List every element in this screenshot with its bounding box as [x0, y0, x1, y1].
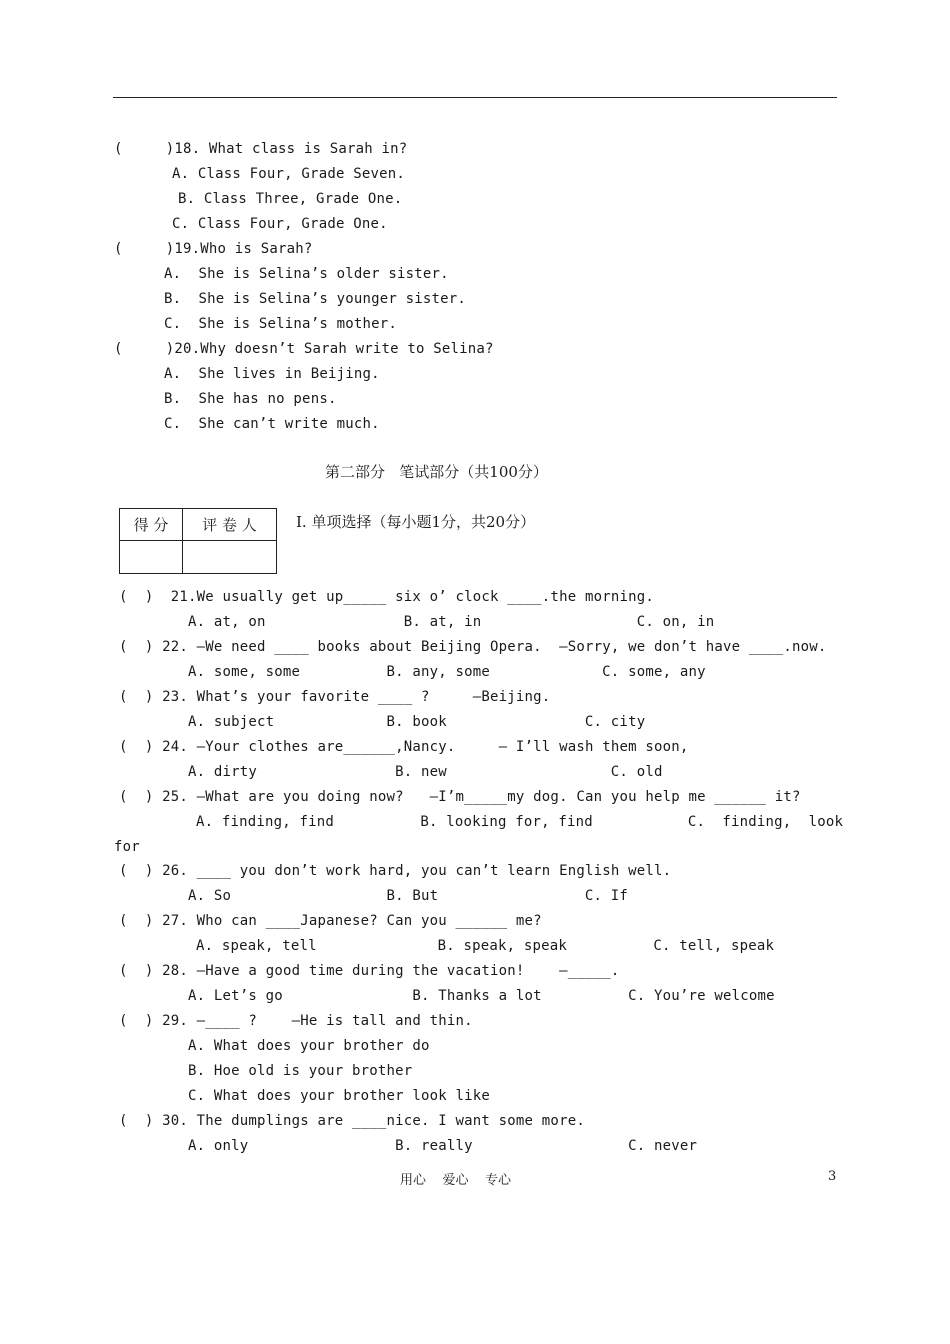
score-cell[interactable] — [120, 541, 183, 574]
question-23: ( ) 23. What’s your favorite ____ ? —Beijing. — [119, 689, 551, 705]
question-21: ( ) 21.We usually get up_____ six o’ clock ____.the morning. — [119, 589, 654, 605]
section-one-title: Ⅰ. 单项选择（每小题1分，共20分） — [296, 513, 536, 531]
question-28: ( ) 28. —Have a good time during the vacation! —_____. — [119, 963, 620, 979]
options-21: A. at, on B. at, in C. on, in — [188, 614, 715, 630]
question-22: ( ) 22. —We need ____ books about Beijing Opera. —Sorry, we don’t have ____.now. — [119, 639, 827, 655]
grader-header: 评 卷 人 — [183, 509, 277, 541]
question-26: ( ) 26. ____ you don’t work hard, you can’t learn English well. — [119, 863, 672, 879]
options-22: A. some, some B. any, some C. some, any — [188, 664, 706, 680]
part-two-title: 第二部分 笔试部分（共100分） — [325, 463, 548, 481]
question-30: ( ) 30. The dumplings are ____nice. I want some more. — [119, 1113, 585, 1129]
question-18: ( )18. What class is Sarah in? — [114, 141, 408, 157]
grader-cell[interactable] — [183, 541, 277, 574]
options-25-continued: for — [114, 839, 140, 855]
option-20c: C. She can’t write much. — [164, 416, 380, 432]
page-number: 3 — [828, 1169, 837, 1184]
option-19b: B. She is Selina’s younger sister. — [164, 291, 467, 307]
question-19: ( )19.Who is Sarah? — [114, 241, 313, 257]
options-25: A. finding, find B. looking for, find C. finding, look — [196, 814, 844, 830]
question-25: ( ) 25. —What are you doing now? —I’m_____my dog. Can you help me ______ it? — [119, 789, 801, 805]
score-header: 得 分 — [120, 509, 183, 541]
option-19c: C. She is Selina’s mother. — [164, 316, 397, 332]
options-26: A. So B. But C. If — [188, 888, 629, 904]
option-29a: A. What does your brother do — [188, 1038, 430, 1054]
question-24: ( ) 24. —Your clothes are______,Nancy. — I’ll wash them soon, — [119, 739, 689, 755]
option-29b: B. Hoe old is your brother — [188, 1063, 413, 1079]
option-19a: A. She is Selina’s older sister. — [164, 266, 449, 282]
header-rule — [113, 97, 837, 98]
footer-motto: 用心 爱心 专心 — [400, 1173, 512, 1188]
options-23: A. subject B. book C. city — [188, 714, 646, 730]
question-27: ( ) 27. Who can ____Japanese? Can you ______ me? — [119, 913, 542, 929]
question-20: ( )20.Why doesn’t Sarah write to Selina? — [114, 341, 494, 357]
option-18b: B. Class Three, Grade One. — [178, 191, 403, 207]
score-table — [119, 508, 277, 574]
options-28: A. Let’s go B. Thanks a lot C. You’re welcome — [188, 988, 775, 1004]
option-20a: A. She lives in Beijing. — [164, 366, 380, 382]
options-24: A. dirty B. new C. old — [188, 764, 663, 780]
option-18a: A. Class Four, Grade Seven. — [172, 166, 405, 182]
option-29c: C. What does your brother look like — [188, 1088, 491, 1104]
options-27: A. speak, tell B. speak, speak C. tell, speak — [196, 938, 775, 954]
options-30: A. only B. really C. never — [188, 1138, 698, 1154]
question-29: ( ) 29. —____ ? —He is tall and thin. — [119, 1013, 473, 1029]
option-20b: B. She has no pens. — [164, 391, 337, 407]
option-18c: C. Class Four, Grade One. — [172, 216, 388, 232]
